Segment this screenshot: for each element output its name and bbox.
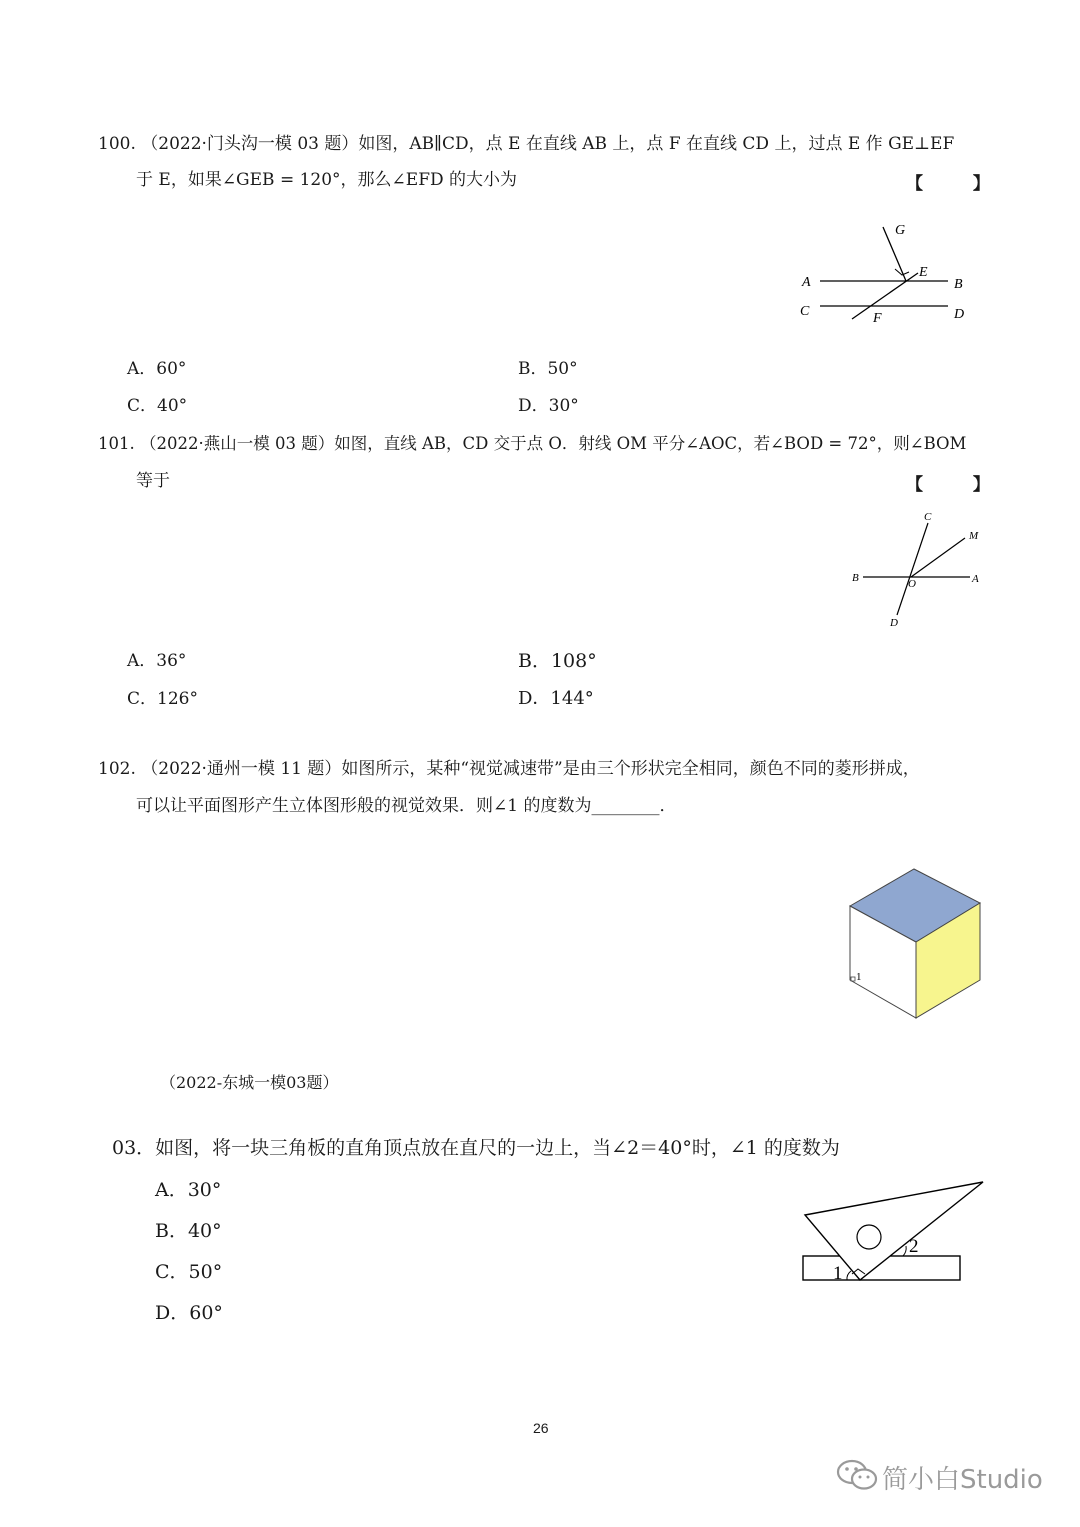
q100-answer-bracket: 【 】: [906, 174, 1012, 194]
q100-option-c: C．40°: [127, 396, 188, 416]
label-a: A: [972, 573, 979, 585]
angle-label-2: 2: [909, 1236, 919, 1257]
q03-option-c: C．50°: [155, 1261, 223, 1283]
q03-option-d: D．60°: [155, 1302, 223, 1324]
q101-option-a: A．36°: [127, 651, 187, 671]
wechat-icon: [836, 1458, 880, 1492]
q100-option-d: D．30°: [518, 396, 579, 416]
q102-stem-line1: 102. （2022·通州一模 11 题）如图所示，某种“视觉减速带”是由三个形状完全相同，颜色不同的菱形拼成，: [98, 759, 920, 779]
ray-om: [911, 538, 965, 577]
label-d: D: [954, 307, 965, 322]
watermark-text: 简小白Studio: [882, 1465, 1043, 1495]
label-m: M: [969, 530, 979, 542]
q101-answer-bracket: 【 】: [906, 475, 1012, 495]
label-c: C: [924, 511, 932, 523]
label-o: O: [908, 578, 916, 590]
label-g: G: [895, 223, 906, 238]
q03-option-a: A．30°: [155, 1179, 222, 1201]
q101-option-d: D．144°: [518, 688, 594, 709]
label-f: F: [873, 311, 882, 326]
label-d: D: [890, 617, 898, 629]
angle-2-arc: [903, 1246, 906, 1256]
q03-source: （2022-东城一模03题）: [160, 1073, 339, 1092]
label-b: B: [852, 572, 859, 584]
label-e: E: [919, 265, 928, 280]
angle-label-1: 1: [833, 1263, 843, 1284]
q101-figure: [845, 505, 995, 635]
q100-stem-line2: 于 E，如果∠GEB = 120°，那么∠EFD 的大小为: [136, 170, 518, 190]
q100-option-a: A．60°: [127, 359, 187, 379]
label-b: B: [954, 277, 963, 292]
page-number: 26: [533, 1420, 549, 1436]
q03-option-b: B．40°: [155, 1220, 222, 1242]
q100-figure: [790, 215, 980, 330]
line-ef: [852, 273, 918, 319]
q101-option-c: C．126°: [127, 689, 198, 709]
label-c: C: [800, 304, 810, 319]
q102-cube-figure: [842, 862, 988, 1024]
q03-ruler-triangle-figure: [795, 1172, 990, 1290]
q101-stem-line2: 等于: [136, 471, 170, 491]
label-a: A: [802, 275, 811, 290]
line-cd: [897, 523, 928, 615]
q101-stem-line1: 101. （2022·燕山一模 03 题）如图，直线 AB，CD 交于点 O．射线 OM 平分∠AOC，若∠BOD = 72°，则∠BOM: [98, 434, 967, 453]
angle-label-1: 1: [856, 971, 862, 983]
q100-stem-line1: 100. （2022·门头沟一模 03 题）如图，AB∥CD，点 E 在直线 AB 上，点 F 在直线 CD 上，过点 E 作 GE⊥EF: [98, 134, 955, 154]
q100-option-b: B．50°: [518, 359, 578, 379]
q101-option-b: B．108°: [518, 650, 597, 672]
q03-stem: 03．如图，将一块三角板的直角顶点放在直尺的一边上，当∠2＝40°时，∠1 的度数为: [112, 1137, 840, 1159]
q102-stem-line2: 可以让平面图形产生立体图形般的视觉效果．则∠1 的度数为________．: [136, 796, 677, 816]
